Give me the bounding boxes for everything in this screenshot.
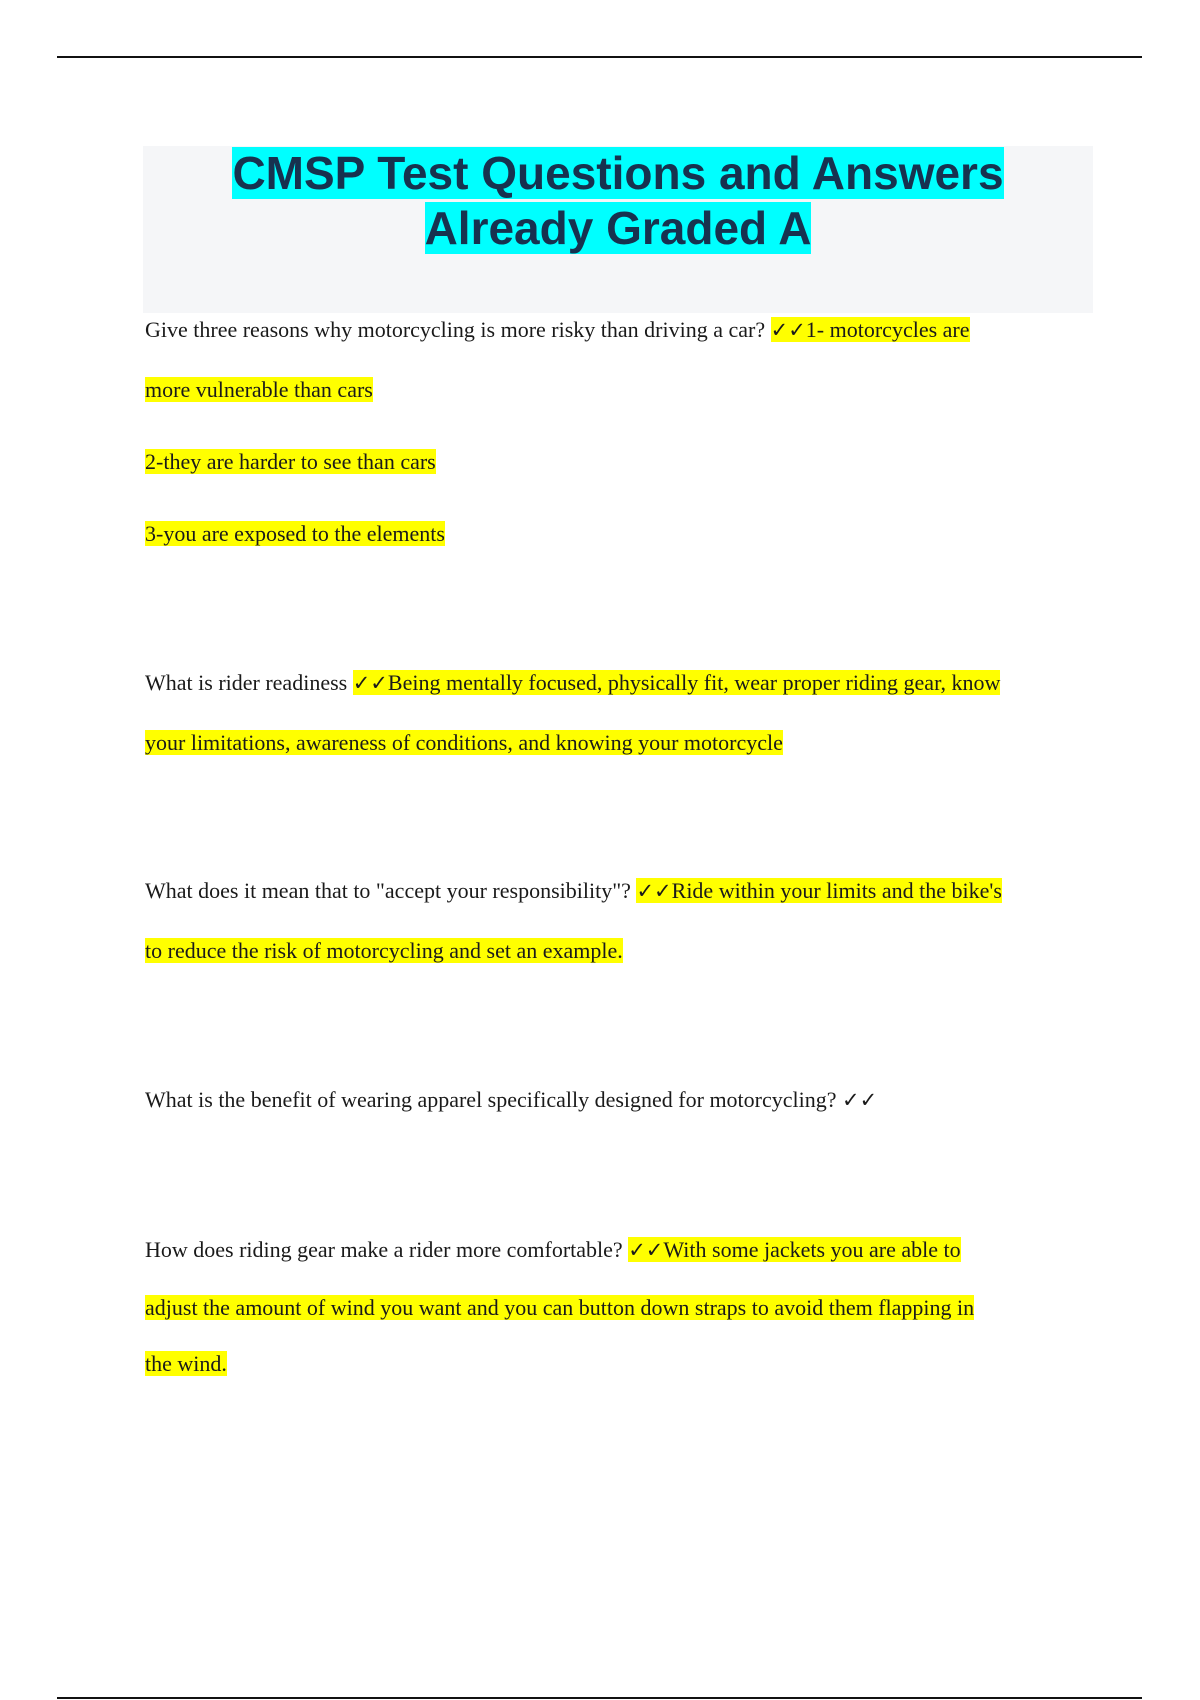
answer-highlight	[771, 317, 970, 342]
answer-highlight	[353, 670, 1001, 695]
double-check-icon: ✓✓	[842, 1088, 878, 1112]
answer-text: to reduce the risk of motorcycling and set an example.	[145, 938, 623, 963]
qa-line	[145, 713, 1095, 773]
footer-rule	[57, 1697, 1142, 1699]
answer-text: more vulnerable than cars	[145, 377, 373, 402]
qa-line	[145, 653, 1095, 713]
answer-text: 1- motorcycles are	[805, 317, 970, 342]
title-line-1: CMSP Test Questions and Answers	[232, 147, 1004, 199]
title-line-2: Already Graded A	[424, 202, 812, 254]
double-check-icon: ✓✓	[628, 1238, 664, 1262]
answer-text: Being mentally focused, physically fit, wear proper riding gear, know	[387, 670, 1001, 695]
answer-text: Ride within your limits and the bike's	[671, 878, 1002, 903]
qa-line	[145, 1070, 1095, 1130]
qa-line	[145, 504, 1095, 564]
qa-item-1-continued	[145, 432, 1095, 492]
double-check-icon: ✓✓	[352, 671, 388, 695]
question-text: What is the benefit of wearing apparel specifically designed for motorcycling?	[145, 1087, 843, 1112]
double-check-icon: ✓✓	[770, 318, 806, 342]
qa-item-4	[145, 1070, 1095, 1130]
qa-line	[145, 921, 1095, 981]
qa-line	[145, 1280, 1095, 1336]
answer-text: your limitations, awareness of conditions, and knowing your motorcycle	[145, 730, 783, 755]
question-text: How does riding gear make a rider more comfortable?	[145, 1237, 629, 1262]
qa-line	[145, 432, 1095, 492]
qa-line	[145, 1336, 1095, 1392]
qa-line	[145, 300, 1095, 360]
qa-line	[145, 861, 1095, 921]
answer-text: With some jackets you are able to	[663, 1237, 961, 1262]
qa-item-1	[145, 300, 1095, 420]
answer-text: the wind.	[145, 1351, 227, 1376]
answer-highlight	[636, 878, 1001, 903]
answer-text: adjust the amount of wind you want and you can button down straps to avoid them flapping in	[145, 1295, 975, 1320]
question-text: What does it mean that to "accept your responsibility"?	[145, 878, 637, 903]
question-text: Give three reasons why motorcycling is more risky than driving a car?	[145, 317, 771, 342]
qa-item-5	[145, 1220, 1095, 1392]
header-rule	[57, 56, 1142, 58]
question-text: What is rider readiness	[145, 670, 353, 695]
qa-item-1-continued	[145, 504, 1095, 564]
answer-text: 2-they are harder to see than cars	[145, 449, 436, 474]
qa-item-2	[145, 653, 1095, 773]
qa-item-3	[145, 861, 1095, 981]
double-check-icon: ✓✓	[636, 879, 672, 903]
qa-line	[145, 360, 1095, 420]
answer-text: 3-you are exposed to the elements	[145, 521, 445, 546]
qa-line	[145, 1220, 1095, 1280]
answer-highlight	[628, 1237, 960, 1262]
document-title	[143, 146, 1093, 256]
